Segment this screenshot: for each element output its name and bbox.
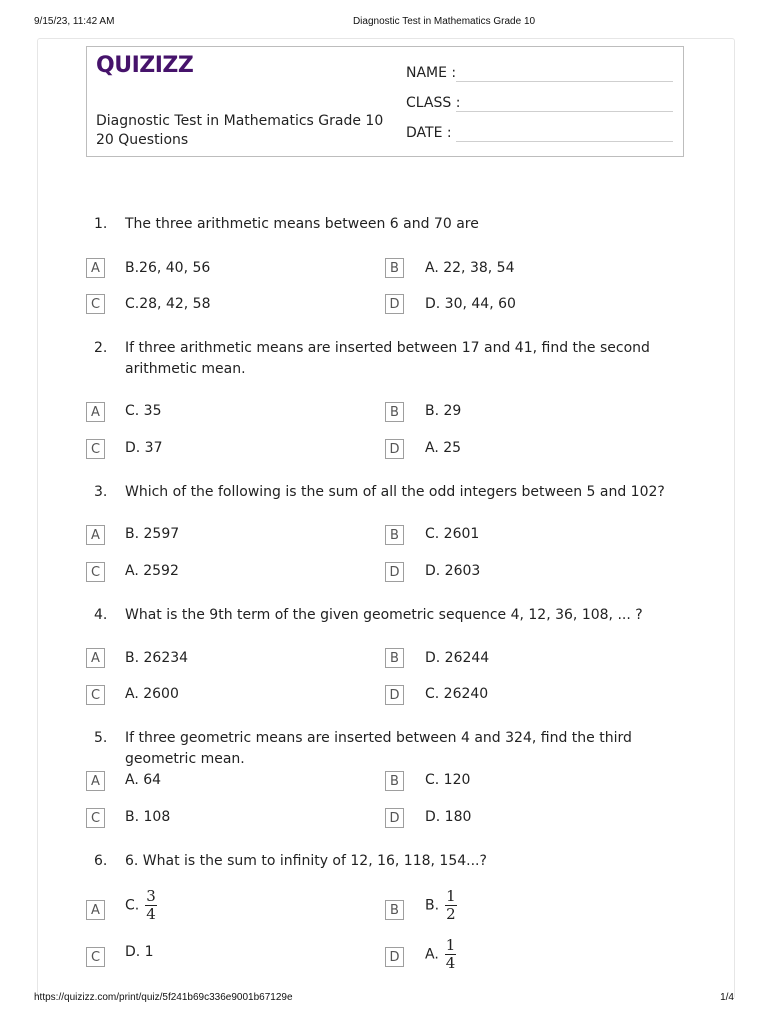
fraction-numerator: 1 xyxy=(445,936,456,954)
option-d-text: A. 25 xyxy=(425,440,462,456)
option-b-text: C. 2601 xyxy=(425,526,480,542)
option-c-text: C.28, 42, 58 xyxy=(125,296,211,312)
option-a-text: B.26, 40, 56 xyxy=(125,260,211,276)
question-text: The three arithmetic means between 6 and 70 are xyxy=(125,216,479,232)
option-prefix: A. xyxy=(425,946,439,963)
option-c-box[interactable]: C xyxy=(86,562,105,582)
print-header xyxy=(0,16,768,30)
option-a-box[interactable]: A xyxy=(86,402,105,422)
option-d-box[interactable]: D xyxy=(385,562,404,582)
quizizz-logo: QUIZIZZ xyxy=(96,53,194,78)
date-line[interactable] xyxy=(456,141,673,142)
option-d-text: D. 180 xyxy=(425,809,472,825)
option-c-box[interactable]: C xyxy=(86,947,105,967)
option-a-box[interactable]: A xyxy=(86,525,105,545)
print-footer xyxy=(0,992,768,1006)
option-b-box[interactable]: B xyxy=(385,900,404,920)
option-a-text: B. 26234 xyxy=(125,650,189,666)
fraction-numerator: 1 xyxy=(446,887,456,905)
option-a-box[interactable]: A xyxy=(86,648,105,668)
option-c-text: A. 2600 xyxy=(125,686,179,702)
page-number: 1/4 xyxy=(720,992,734,1003)
question-text: If three arithmetic means are inserted between 17 and 41, find the second arithmetic mean. xyxy=(125,340,650,377)
question-number: 5. xyxy=(94,730,108,746)
class-label: CLASS : xyxy=(406,95,461,111)
option-c-text: D. 37 xyxy=(125,440,163,456)
fraction-denominator: 4 xyxy=(445,954,456,972)
question-number: 1. xyxy=(94,216,108,232)
option-c-box[interactable]: C xyxy=(86,294,105,314)
option-a-text: C. 35 xyxy=(125,403,162,419)
option-b-box[interactable]: B xyxy=(385,402,404,422)
print-title: Diagnostic Test in Mathematics Grade 10 xyxy=(352,16,536,27)
option-d-text: D. 2603 xyxy=(425,563,481,579)
quiz-header-box xyxy=(86,46,684,157)
option-prefix: C. xyxy=(125,897,140,914)
fraction-denominator: 2 xyxy=(446,905,456,923)
fraction xyxy=(445,889,457,922)
option-d-text: C. 26240 xyxy=(425,686,489,702)
question-number: 4. xyxy=(94,607,108,623)
question-count: 20 Questions xyxy=(96,132,189,148)
option-c-text: A. 2592 xyxy=(125,563,179,579)
option-d-box[interactable]: D xyxy=(385,294,404,314)
option-prefix: B. xyxy=(425,897,440,914)
name-label: NAME : xyxy=(406,65,457,81)
date-label: DATE : xyxy=(406,125,452,141)
option-c-box[interactable]: C xyxy=(86,685,105,705)
option-a-box[interactable]: A xyxy=(86,771,105,791)
question-number: 2. xyxy=(94,340,108,356)
option-d-text: D. 30, 44, 60 xyxy=(425,296,516,312)
option-b-box[interactable]: B xyxy=(385,258,404,278)
question-text: If three geometric means are inserted between 4 and 324, find the third geometric mean. xyxy=(125,730,632,767)
question-number: 3. xyxy=(94,484,108,500)
option-b-text xyxy=(425,889,457,922)
option-b-text: B. 29 xyxy=(425,403,462,419)
question-text: 6. What is the sum to infinity of 12, 16, 118, 154...? xyxy=(125,853,487,869)
question-text: What is the 9th term of the given geometric sequence 4, 12, 36, 108, ... ? xyxy=(125,607,643,623)
option-a-text: A. 64 xyxy=(125,772,162,788)
option-c-text: B. 108 xyxy=(125,809,171,825)
name-field xyxy=(406,65,456,81)
fraction-numerator: 3 xyxy=(146,887,156,905)
option-b-text: C. 120 xyxy=(425,772,471,788)
date-field xyxy=(406,125,452,141)
option-d-box[interactable]: D xyxy=(385,947,404,967)
option-a-text xyxy=(125,889,157,922)
option-d-box[interactable]: D xyxy=(385,439,404,459)
option-a-text: B. 2597 xyxy=(125,526,180,542)
option-b-text: D. 26244 xyxy=(425,650,490,666)
name-line[interactable] xyxy=(456,81,673,82)
option-c-box[interactable]: C xyxy=(86,808,105,828)
fraction xyxy=(445,938,457,971)
option-b-box[interactable]: B xyxy=(385,525,404,545)
fraction-denominator: 4 xyxy=(146,905,156,923)
page-url: https://quizizz.com/print/quiz/5f241b69c336e9001b67129e xyxy=(34,992,293,1003)
option-b-text: A. 22, 38, 54 xyxy=(425,260,515,276)
class-line[interactable] xyxy=(456,111,673,112)
option-b-box[interactable]: B xyxy=(385,771,404,791)
question-text: Which of the following is the sum of all the odd integers between 5 and 102? xyxy=(125,484,665,500)
question-number: 6. xyxy=(94,853,108,869)
class-field xyxy=(406,95,460,111)
option-c-text: D. 1 xyxy=(125,944,154,960)
option-c-box[interactable]: C xyxy=(86,439,105,459)
print-date: 9/15/23, 11:42 AM xyxy=(34,16,115,27)
option-d-box[interactable]: D xyxy=(385,685,404,705)
option-a-box[interactable]: A xyxy=(86,900,105,920)
option-b-box[interactable]: B xyxy=(385,648,404,668)
quiz-title: Diagnostic Test in Mathematics Grade 10 xyxy=(96,113,384,129)
fraction xyxy=(145,889,157,922)
option-a-box[interactable]: A xyxy=(86,258,105,278)
option-d-box[interactable]: D xyxy=(385,808,404,828)
option-d-text xyxy=(425,938,456,971)
